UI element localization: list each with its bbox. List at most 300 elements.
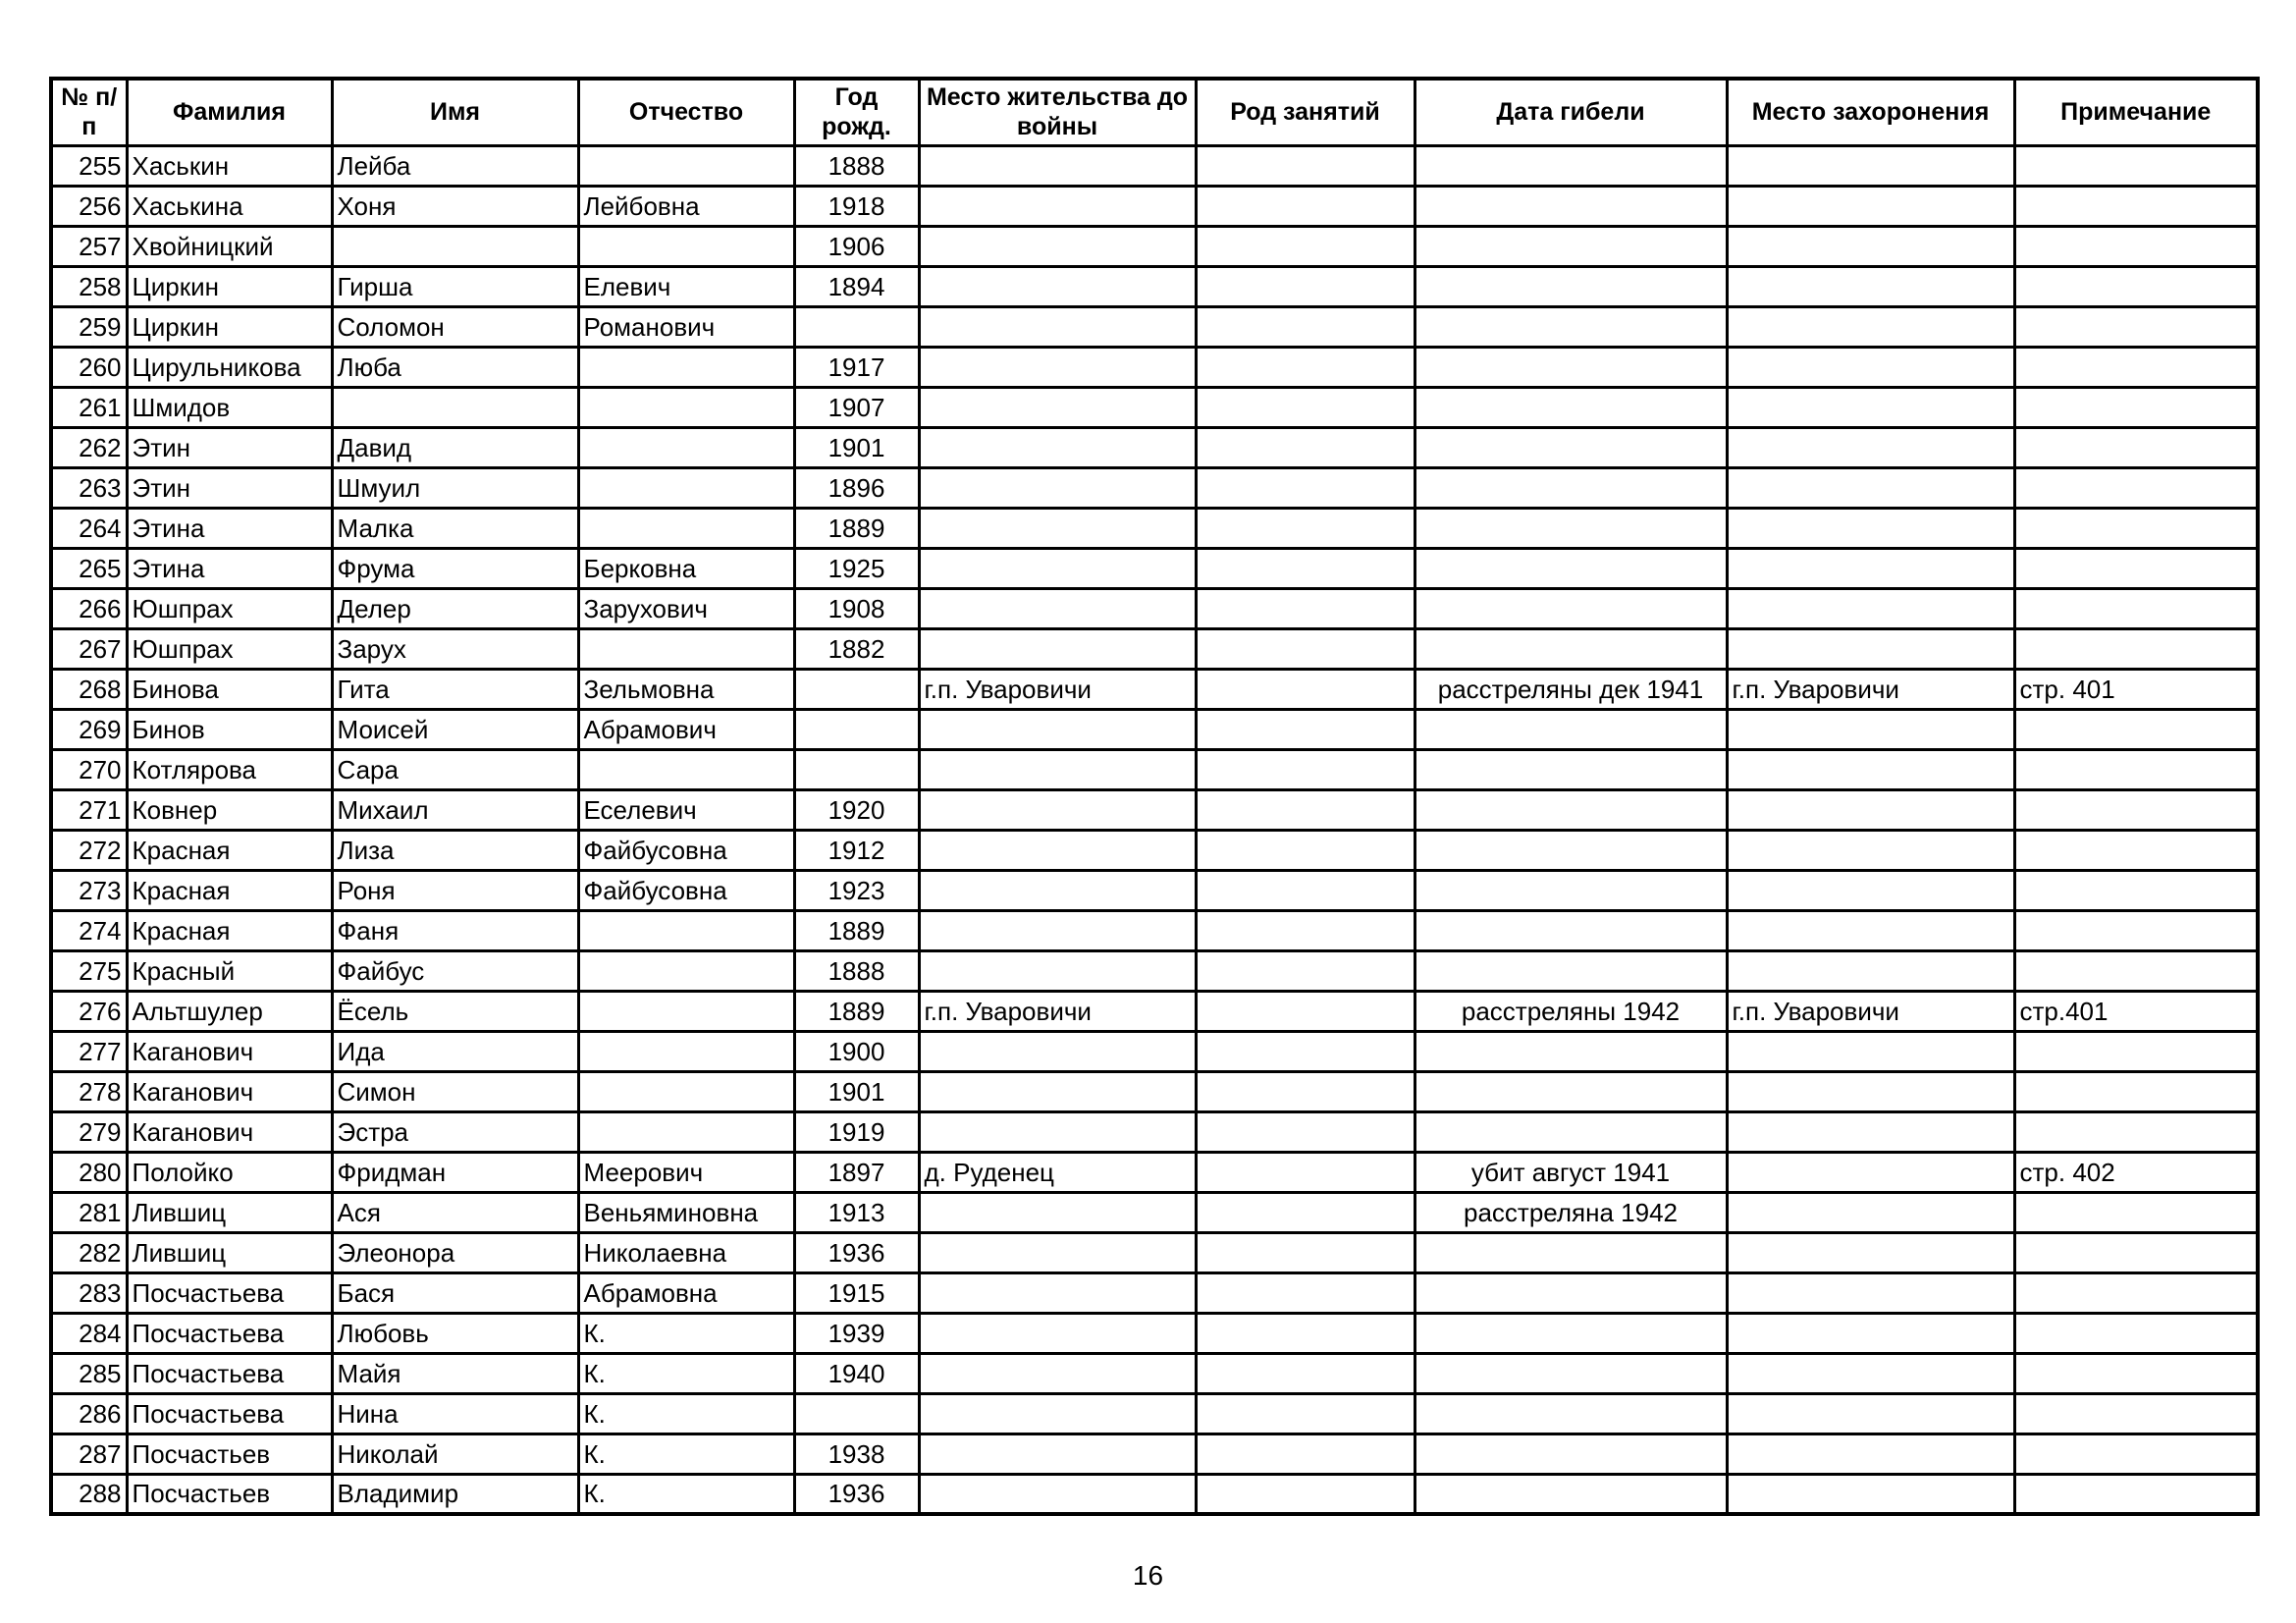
cell-occupation — [1196, 709, 1415, 749]
cell-first-name: Николай — [332, 1434, 578, 1474]
cell-birth-year: 1888 — [794, 145, 919, 186]
cell-birth-year — [794, 749, 919, 789]
cell-note — [2014, 789, 2258, 830]
cell-number: 278 — [51, 1071, 127, 1111]
cell-death-date — [1415, 387, 1727, 427]
cell-birth-year: 1915 — [794, 1272, 919, 1313]
cell-note — [2014, 1393, 2258, 1434]
cell-patronymic: Николаевна — [578, 1232, 794, 1272]
header-patronymic: Отчество — [578, 79, 794, 145]
cell-surname: Циркин — [127, 266, 332, 306]
cell-burial-place — [1727, 628, 2014, 669]
cell-patronymic — [578, 1111, 794, 1152]
cell-patronymic — [578, 347, 794, 387]
cell-burial-place — [1727, 588, 2014, 628]
cell-death-date — [1415, 588, 1727, 628]
cell-occupation — [1196, 830, 1415, 870]
cell-death-date — [1415, 427, 1727, 467]
cell-residence — [919, 1434, 1196, 1474]
cell-birth-year: 1900 — [794, 1031, 919, 1071]
cell-birth-year: 1888 — [794, 950, 919, 991]
table-row — [51, 1434, 2258, 1474]
cell-patronymic: К. — [578, 1353, 794, 1393]
cell-note — [2014, 709, 2258, 749]
cell-note — [2014, 306, 2258, 347]
cell-first-name: Роня — [332, 870, 578, 910]
cell-number: 275 — [51, 950, 127, 991]
cell-first-name: Моисей — [332, 709, 578, 749]
cell-birth-year: 1936 — [794, 1474, 919, 1514]
cell-patronymic: К. — [578, 1434, 794, 1474]
cell-residence — [919, 910, 1196, 950]
cell-birth-year: 1923 — [794, 870, 919, 910]
cell-residence — [919, 347, 1196, 387]
cell-occupation — [1196, 870, 1415, 910]
cell-note — [2014, 910, 2258, 950]
cell-first-name: Зарух — [332, 628, 578, 669]
cell-occupation — [1196, 467, 1415, 508]
cell-patronymic: Зарухович — [578, 588, 794, 628]
table-row — [51, 830, 2258, 870]
table-row — [51, 427, 2258, 467]
cell-residence — [919, 628, 1196, 669]
cell-first-name: Малка — [332, 508, 578, 548]
table-row — [51, 347, 2258, 387]
cell-first-name: Люба — [332, 347, 578, 387]
cell-surname: Полойко — [127, 1152, 332, 1192]
cell-birth-year: 1906 — [794, 226, 919, 266]
cell-patronymic — [578, 226, 794, 266]
table-row — [51, 1192, 2258, 1232]
cell-surname: Посчастьева — [127, 1272, 332, 1313]
cell-note: стр. 402 — [2014, 1152, 2258, 1192]
cell-residence — [919, 266, 1196, 306]
cell-note — [2014, 1232, 2258, 1272]
table-row — [51, 1111, 2258, 1152]
table-row — [51, 306, 2258, 347]
cell-burial-place — [1727, 950, 2014, 991]
cell-burial-place — [1727, 347, 2014, 387]
cell-residence — [919, 1353, 1196, 1393]
header-note: Примечание — [2014, 79, 2258, 145]
cell-death-date — [1415, 1232, 1727, 1272]
cell-patronymic: Абрамович — [578, 709, 794, 749]
cell-burial-place — [1727, 1313, 2014, 1353]
cell-residence — [919, 950, 1196, 991]
cell-occupation — [1196, 1474, 1415, 1514]
cell-note — [2014, 347, 2258, 387]
cell-note — [2014, 266, 2258, 306]
cell-burial-place — [1727, 1393, 2014, 1434]
cell-death-date — [1415, 306, 1727, 347]
cell-residence — [919, 226, 1196, 266]
cell-birth-year — [794, 669, 919, 709]
table-row — [51, 1393, 2258, 1434]
cell-burial-place — [1727, 1474, 2014, 1514]
cell-surname: Альтшулер — [127, 991, 332, 1031]
cell-surname: Лившиц — [127, 1232, 332, 1272]
cell-death-date — [1415, 186, 1727, 226]
cell-birth-year: 1889 — [794, 910, 919, 950]
cell-birth-year: 1908 — [794, 588, 919, 628]
cell-death-date — [1415, 1272, 1727, 1313]
cell-note — [2014, 1031, 2258, 1071]
cell-occupation — [1196, 306, 1415, 347]
cell-note — [2014, 1434, 2258, 1474]
cell-residence — [919, 830, 1196, 870]
cell-number: 282 — [51, 1232, 127, 1272]
table-row — [51, 588, 2258, 628]
cell-note — [2014, 749, 2258, 789]
cell-first-name: Ида — [332, 1031, 578, 1071]
cell-patronymic: Елевич — [578, 266, 794, 306]
cell-patronymic: Романович — [578, 306, 794, 347]
cell-patronymic: Файбусовна — [578, 830, 794, 870]
cell-note — [2014, 870, 2258, 910]
cell-first-name: Гирша — [332, 266, 578, 306]
cell-first-name: Соломон — [332, 306, 578, 347]
cell-surname: Посчастьева — [127, 1393, 332, 1434]
cell-patronymic: Абрамовна — [578, 1272, 794, 1313]
cell-residence — [919, 789, 1196, 830]
cell-residence — [919, 427, 1196, 467]
cell-occupation — [1196, 427, 1415, 467]
cell-surname: Посчастьев — [127, 1474, 332, 1514]
cell-occupation — [1196, 1152, 1415, 1192]
cell-patronymic: Меерович — [578, 1152, 794, 1192]
cell-occupation — [1196, 1192, 1415, 1232]
cell-burial-place — [1727, 830, 2014, 870]
cell-patronymic: Еселевич — [578, 789, 794, 830]
cell-patronymic: К. — [578, 1474, 794, 1514]
cell-surname: Посчастьева — [127, 1313, 332, 1353]
cell-birth-year: 1901 — [794, 1071, 919, 1111]
cell-occupation — [1196, 1353, 1415, 1393]
cell-occupation — [1196, 226, 1415, 266]
cell-birth-year: 1901 — [794, 427, 919, 467]
cell-burial-place — [1727, 186, 2014, 226]
cell-note — [2014, 467, 2258, 508]
victims-table — [49, 77, 2260, 1516]
cell-occupation — [1196, 910, 1415, 950]
cell-birth-year: 1912 — [794, 830, 919, 870]
cell-first-name: Фаня — [332, 910, 578, 950]
table-row — [51, 1232, 2258, 1272]
cell-birth-year: 1907 — [794, 387, 919, 427]
header-number: № п/п — [51, 79, 127, 145]
cell-surname: Циркин — [127, 306, 332, 347]
cell-surname: Бинова — [127, 669, 332, 709]
cell-number: 279 — [51, 1111, 127, 1152]
cell-patronymic: Зельмовна — [578, 669, 794, 709]
cell-birth-year: 1889 — [794, 508, 919, 548]
cell-surname: Юшпрах — [127, 588, 332, 628]
cell-burial-place — [1727, 145, 2014, 186]
cell-occupation — [1196, 950, 1415, 991]
cell-burial-place — [1727, 870, 2014, 910]
cell-first-name: Лейба — [332, 145, 578, 186]
cell-death-date: убит август 1941 — [1415, 1152, 1727, 1192]
cell-surname: Ковнер — [127, 789, 332, 830]
cell-note — [2014, 548, 2258, 588]
cell-occupation — [1196, 1031, 1415, 1071]
cell-first-name: Лиза — [332, 830, 578, 870]
cell-residence — [919, 749, 1196, 789]
cell-occupation — [1196, 588, 1415, 628]
header-residence: Место жительства до войны — [919, 79, 1196, 145]
cell-patronymic — [578, 387, 794, 427]
cell-patronymic — [578, 467, 794, 508]
cell-birth-year: 1897 — [794, 1152, 919, 1192]
cell-first-name — [332, 387, 578, 427]
cell-first-name: Фрума — [332, 548, 578, 588]
table-row — [51, 1152, 2258, 1192]
cell-residence: г.п. Уваровичи — [919, 669, 1196, 709]
cell-death-date — [1415, 467, 1727, 508]
cell-residence — [919, 1031, 1196, 1071]
table-row — [51, 226, 2258, 266]
cell-first-name: Элеонора — [332, 1232, 578, 1272]
table-row — [51, 1313, 2258, 1353]
header-birth-year: Год рожд. — [794, 79, 919, 145]
cell-note — [2014, 588, 2258, 628]
cell-note — [2014, 145, 2258, 186]
cell-burial-place — [1727, 1031, 2014, 1071]
cell-note — [2014, 508, 2258, 548]
cell-burial-place — [1727, 1232, 2014, 1272]
cell-first-name: Любовь — [332, 1313, 578, 1353]
cell-note — [2014, 830, 2258, 870]
cell-birth-year: 1918 — [794, 186, 919, 226]
cell-death-date — [1415, 1071, 1727, 1111]
cell-note — [2014, 226, 2258, 266]
cell-birth-year — [794, 306, 919, 347]
cell-note — [2014, 950, 2258, 991]
table-row — [51, 145, 2258, 186]
cell-surname: Каганович — [127, 1031, 332, 1071]
cell-death-date — [1415, 548, 1727, 588]
cell-patronymic — [578, 427, 794, 467]
table-row — [51, 266, 2258, 306]
cell-burial-place — [1727, 226, 2014, 266]
cell-patronymic — [578, 950, 794, 991]
cell-death-date — [1415, 1434, 1727, 1474]
cell-note — [2014, 1353, 2258, 1393]
cell-residence — [919, 1192, 1196, 1232]
cell-residence — [919, 467, 1196, 508]
cell-surname: Красная — [127, 830, 332, 870]
cell-birth-year: 1917 — [794, 347, 919, 387]
cell-first-name: Бася — [332, 1272, 578, 1313]
cell-burial-place — [1727, 749, 2014, 789]
cell-birth-year: 1920 — [794, 789, 919, 830]
cell-number: 288 — [51, 1474, 127, 1514]
cell-number: 286 — [51, 1393, 127, 1434]
cell-burial-place — [1727, 1152, 2014, 1192]
cell-note — [2014, 1272, 2258, 1313]
cell-number: 287 — [51, 1434, 127, 1474]
cell-surname: Цирульникова — [127, 347, 332, 387]
cell-residence: г.п. Уваровичи — [919, 991, 1196, 1031]
cell-first-name: Сара — [332, 749, 578, 789]
cell-occupation — [1196, 347, 1415, 387]
cell-surname: Красная — [127, 910, 332, 950]
cell-death-date — [1415, 266, 1727, 306]
cell-occupation — [1196, 145, 1415, 186]
cell-first-name: Майя — [332, 1353, 578, 1393]
cell-surname: Хаськина — [127, 186, 332, 226]
cell-surname: Этина — [127, 548, 332, 588]
cell-occupation — [1196, 789, 1415, 830]
cell-death-date — [1415, 508, 1727, 548]
cell-surname: Котлярова — [127, 749, 332, 789]
cell-burial-place — [1727, 508, 2014, 548]
cell-burial-place — [1727, 1434, 2014, 1474]
cell-note — [2014, 186, 2258, 226]
cell-occupation — [1196, 669, 1415, 709]
cell-patronymic — [578, 628, 794, 669]
cell-surname: Шмидов — [127, 387, 332, 427]
cell-note — [2014, 628, 2258, 669]
cell-first-name: Давид — [332, 427, 578, 467]
cell-first-name: Симон — [332, 1071, 578, 1111]
cell-occupation — [1196, 1272, 1415, 1313]
cell-number: 285 — [51, 1353, 127, 1393]
table-row — [51, 950, 2258, 991]
cell-burial-place — [1727, 789, 2014, 830]
cell-patronymic: К. — [578, 1393, 794, 1434]
cell-patronymic: К. — [578, 1313, 794, 1353]
cell-residence — [919, 1232, 1196, 1272]
cell-first-name: Михаил — [332, 789, 578, 830]
cell-death-date — [1415, 789, 1727, 830]
cell-note: стр. 401 — [2014, 669, 2258, 709]
cell-burial-place — [1727, 467, 2014, 508]
cell-death-date — [1415, 910, 1727, 950]
cell-burial-place — [1727, 548, 2014, 588]
cell-number: 263 — [51, 467, 127, 508]
table-row — [51, 508, 2258, 548]
table-row — [51, 628, 2258, 669]
cell-death-date — [1415, 1393, 1727, 1434]
cell-birth-year: 1938 — [794, 1434, 919, 1474]
cell-surname: Бинов — [127, 709, 332, 749]
cell-occupation — [1196, 548, 1415, 588]
cell-death-date — [1415, 628, 1727, 669]
cell-number: 259 — [51, 306, 127, 347]
cell-number: 276 — [51, 991, 127, 1031]
cell-patronymic — [578, 1031, 794, 1071]
cell-number: 267 — [51, 628, 127, 669]
cell-birth-year — [794, 1393, 919, 1434]
cell-occupation — [1196, 1232, 1415, 1272]
header-occupation: Род занятий — [1196, 79, 1415, 145]
cell-number: 274 — [51, 910, 127, 950]
cell-occupation — [1196, 749, 1415, 789]
cell-first-name: Гита — [332, 669, 578, 709]
header-death-date: Дата гибели — [1415, 79, 1727, 145]
cell-surname: Хаськин — [127, 145, 332, 186]
cell-surname: Лившиц — [127, 1192, 332, 1232]
cell-number: 280 — [51, 1152, 127, 1192]
cell-first-name: Хоня — [332, 186, 578, 226]
cell-burial-place — [1727, 1071, 2014, 1111]
cell-patronymic — [578, 910, 794, 950]
cell-death-date — [1415, 347, 1727, 387]
cell-occupation — [1196, 387, 1415, 427]
cell-occupation — [1196, 186, 1415, 226]
cell-first-name: Ася — [332, 1192, 578, 1232]
cell-number: 266 — [51, 588, 127, 628]
cell-number: 283 — [51, 1272, 127, 1313]
cell-death-date — [1415, 950, 1727, 991]
table-body — [51, 145, 2258, 1514]
cell-occupation — [1196, 1111, 1415, 1152]
cell-death-date — [1415, 830, 1727, 870]
table-row — [51, 709, 2258, 749]
cell-birth-year: 1919 — [794, 1111, 919, 1152]
table-row — [51, 1272, 2258, 1313]
cell-occupation — [1196, 508, 1415, 548]
cell-residence — [919, 588, 1196, 628]
cell-number: 270 — [51, 749, 127, 789]
cell-birth-year: 1882 — [794, 628, 919, 669]
cell-number: 273 — [51, 870, 127, 910]
cell-surname: Хвойницкий — [127, 226, 332, 266]
cell-burial-place: г.п. Уваровичи — [1727, 669, 2014, 709]
table-header-row — [51, 79, 2258, 145]
cell-first-name: Делер — [332, 588, 578, 628]
cell-residence — [919, 1313, 1196, 1353]
table-row — [51, 749, 2258, 789]
cell-death-date: расстреляны дек 1941 — [1415, 669, 1727, 709]
cell-residence — [919, 145, 1196, 186]
cell-death-date — [1415, 1353, 1727, 1393]
cell-first-name: Ёсель — [332, 991, 578, 1031]
cell-patronymic: Лейбовна — [578, 186, 794, 226]
cell-surname: Этин — [127, 467, 332, 508]
cell-birth-year: 1940 — [794, 1353, 919, 1393]
cell-surname: Каганович — [127, 1111, 332, 1152]
cell-residence — [919, 1474, 1196, 1514]
cell-first-name — [332, 226, 578, 266]
cell-number: 256 — [51, 186, 127, 226]
cell-burial-place — [1727, 1192, 2014, 1232]
cell-residence — [919, 186, 1196, 226]
cell-surname: Этин — [127, 427, 332, 467]
cell-number: 255 — [51, 145, 127, 186]
cell-occupation — [1196, 266, 1415, 306]
table-row — [51, 387, 2258, 427]
cell-death-date — [1415, 1313, 1727, 1353]
cell-number: 257 — [51, 226, 127, 266]
table-row — [51, 870, 2258, 910]
cell-note — [2014, 1071, 2258, 1111]
cell-burial-place — [1727, 910, 2014, 950]
table-row — [51, 669, 2258, 709]
cell-surname: Красный — [127, 950, 332, 991]
cell-death-date: расстреляна 1942 — [1415, 1192, 1727, 1232]
cell-death-date — [1415, 226, 1727, 266]
cell-surname: Посчастьева — [127, 1353, 332, 1393]
cell-birth-year: 1889 — [794, 991, 919, 1031]
cell-death-date — [1415, 870, 1727, 910]
cell-number: 284 — [51, 1313, 127, 1353]
cell-patronymic: Файбусовна — [578, 870, 794, 910]
cell-first-name: Владимир — [332, 1474, 578, 1514]
cell-burial-place — [1727, 709, 2014, 749]
cell-patronymic — [578, 991, 794, 1031]
